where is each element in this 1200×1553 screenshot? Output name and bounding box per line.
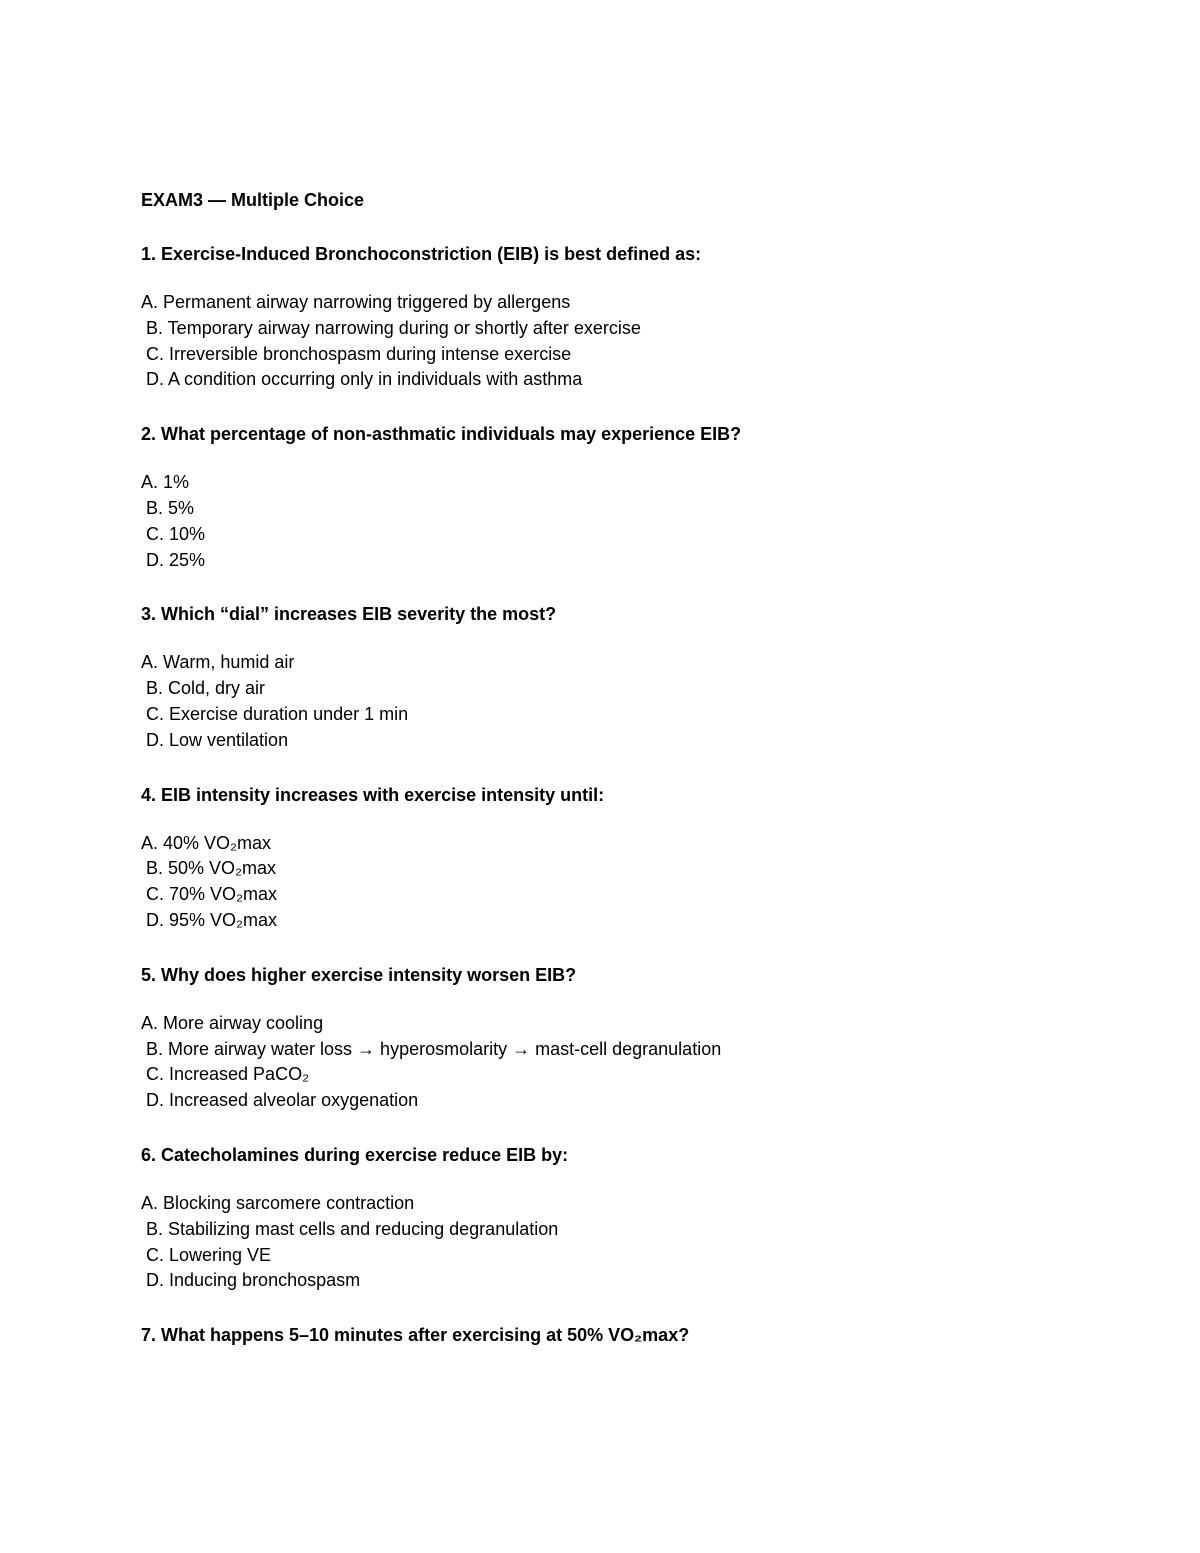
option-d: D. 95% VO₂max — [146, 909, 278, 930]
option-c: C. Lowering VE — [146, 1244, 272, 1265]
question-7 — [141, 1322, 1041, 1348]
option-c: C. Exercise duration under 1 min — [146, 703, 409, 724]
option-list — [141, 1191, 1041, 1294]
option-b: B. Temporary airway narrowing during or shortly after exercise — [146, 317, 641, 338]
option-b: B. 5% — [146, 497, 195, 518]
document-page — [141, 187, 1041, 1376]
option-c: C. 70% VO₂max — [146, 884, 278, 905]
option-list — [141, 831, 1041, 934]
question-4 — [141, 782, 1041, 934]
question-1 — [141, 241, 1041, 393]
question-text: 2. What percentage of non-asthmatic individuals may experience EIB? — [141, 424, 742, 445]
option-d: D. A condition occurring only in individuals with asthma — [146, 369, 583, 390]
option-list — [141, 650, 1041, 753]
option-d: D. Low ventilation — [146, 729, 289, 750]
question-text: 6. Catecholamines during exercise reduce EIB by: — [141, 1144, 569, 1165]
option-list — [141, 290, 1041, 393]
option-a: A. Warm, humid air — [141, 652, 295, 673]
option-b: B. Stabilizing mast cells and reducing degranulation — [146, 1218, 559, 1239]
document-title: EXAM3 — Multiple Choice — [141, 190, 365, 210]
option-d: D. Increased alveolar oxygenation — [146, 1090, 419, 1111]
question-text: 5. Why does higher exercise intensity worsen EIB? — [141, 964, 577, 985]
question-3 — [141, 601, 1041, 753]
question-2 — [141, 421, 1041, 573]
option-b: B. Cold, dry air — [146, 678, 266, 699]
question-text: 1. Exercise-Induced Bronchoconstriction (EIB) is best defined as: — [141, 244, 702, 264]
question-text: 7. What happens 5–10 minutes after exercising at 50% VO₂max? — [141, 1325, 690, 1346]
option-d: D. Inducing bronchospasm — [146, 1270, 361, 1291]
option-b: B. 50% VO₂max — [146, 858, 277, 879]
question-text: 4. EIB intensity increases with exercise intensity until: — [141, 784, 605, 805]
option-c: C. Irreversible bronchospasm during intense exercise — [146, 343, 572, 364]
question-6 — [141, 1142, 1041, 1294]
option-a: A. Blocking sarcomere contraction — [141, 1192, 415, 1213]
option-c: C. Increased PaCO₂ — [146, 1064, 310, 1085]
option-c: C. 10% — [146, 523, 206, 544]
option-a: A. Permanent airway narrowing triggered by allergens — [141, 292, 571, 312]
question-text: 3. Which “dial” increases EIB severity the most? — [141, 604, 557, 625]
option-list — [141, 1011, 1041, 1114]
option-d: D. 25% — [146, 549, 206, 570]
option-b: B. More airway water loss → hyperosmolarity → mast-cell degranulation — [146, 1038, 722, 1059]
option-a: A. 1% — [141, 472, 190, 493]
option-list — [141, 470, 1041, 573]
option-a: A. 40% VO₂max — [141, 832, 272, 853]
option-a: A. More airway cooling — [141, 1012, 324, 1033]
question-5 — [141, 962, 1041, 1114]
